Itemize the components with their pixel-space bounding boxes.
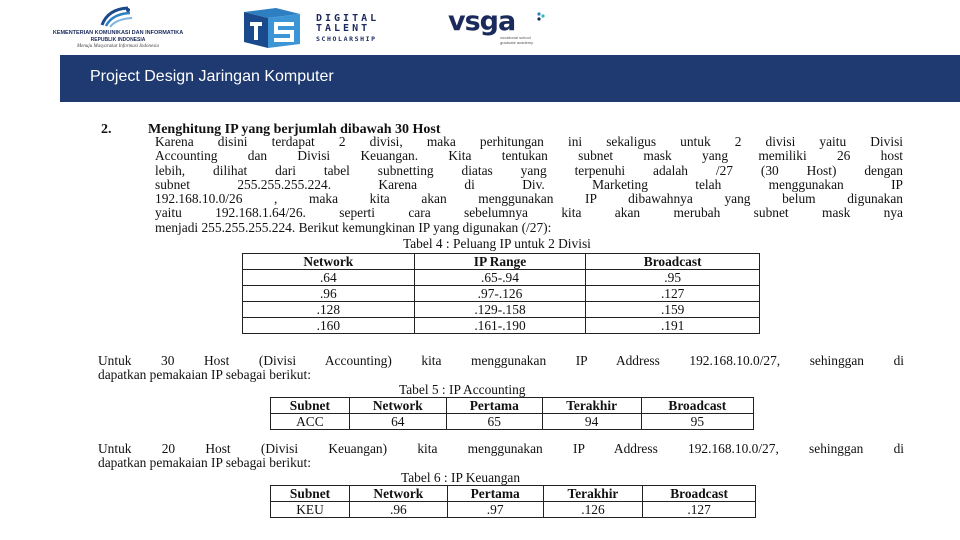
paragraph-line: dapatkan pemakaian IP sebagai berikut:	[98, 367, 311, 383]
section-number: 2.	[101, 122, 112, 137]
dts-cube-icon	[240, 6, 304, 50]
table-header-row	[271, 398, 754, 414]
keuangan-paragraph	[98, 442, 904, 470]
kominfo-emblem-icon	[98, 5, 136, 29]
table-header-cell: IP Range	[414, 254, 586, 270]
dts-line-scholarship: SCHOLARSHIP	[316, 35, 377, 43]
table-row	[271, 414, 754, 430]
table-cell: ACC	[271, 414, 350, 430]
keuangan-ip-table	[270, 485, 756, 518]
table-header-cell: Subnet	[271, 398, 350, 414]
dts-line-digital: DIGITAL	[316, 13, 380, 24]
dts-wordmark	[316, 14, 379, 44]
kominfo-ministry-name: KEMENTERIAN KOMUNIKASI DAN INFORMATIKA	[52, 30, 184, 36]
table-cell: 94	[542, 414, 641, 430]
table-row	[243, 318, 760, 334]
table-header-cell: Subnet	[271, 486, 350, 502]
scanned-document	[96, 120, 906, 520]
paragraph-line: Accounting dan Divisi Keuangan. Kita tentukan subnet mask yang memiliki 26 host	[155, 148, 903, 164]
table-header-cell: Pertama	[446, 398, 542, 414]
kominfo-motto: Menuju Masyarakat Informasi Indonesia	[76, 44, 160, 49]
table-cell: .127	[586, 286, 760, 302]
table5-caption: Tabel 5 : IP Accounting	[399, 382, 526, 397]
table-cell: .160	[243, 318, 415, 334]
table-cell: .97	[447, 502, 543, 518]
vsga-tagline: vocational school graduate academy	[500, 35, 534, 45]
table-row	[243, 270, 760, 286]
paragraph-line: dapatkan pemakaian IP sebagai berikut:	[98, 455, 311, 471]
paragraph-line: 192.168.10.0/26 , maka kita akan menggunakan IP dibawahnya yang belum digunakan	[155, 191, 903, 207]
paragraph-line: lebih, dilihat dari tabel subnetting diatas yang terpenuhi adalah /27 (30 Host) dengan	[155, 162, 903, 178]
table-cell: .127	[643, 502, 756, 518]
table-header-cell: Network	[349, 398, 446, 414]
paragraph-line: yaitu 192.168.1.64/26. seperti cara sebelumnya kita akan merubah subnet mask nya	[155, 205, 903, 221]
table-header-cell: Broadcast	[641, 398, 753, 414]
intro-paragraph	[155, 135, 903, 235]
table-cell: .161-.190	[414, 318, 586, 334]
table6-caption: Tabel 6 : IP Keuangan	[401, 470, 521, 485]
vsga-logo	[448, 6, 558, 50]
digital-talent-logo	[240, 6, 410, 50]
paragraph-line: Karena disini terdapat 2 divisi, maka perhitungan ini sekaligus untuk 2 divisi yaitu Divisi	[155, 134, 903, 149]
table-row	[243, 286, 760, 302]
slide-title: Project Design Jaringan Komputer	[90, 68, 334, 85]
table-header-cell: Terakhir	[542, 398, 641, 414]
table-header-cell: Network	[350, 486, 448, 502]
table-header-row	[271, 486, 756, 502]
table-header-row	[243, 254, 760, 270]
table-header-cell: Pertama	[447, 486, 543, 502]
ip-range-table	[242, 253, 760, 334]
table-cell: 65	[446, 414, 542, 430]
accounting-paragraph	[98, 354, 904, 382]
paragraph-line: menjadi 255.255.255.224. Berikut kemungkinan IP yang digunakan (/27):	[155, 219, 552, 235]
table-header-cell: Broadcast	[586, 254, 760, 270]
table-cell: 64	[349, 414, 446, 430]
table-cell: .65-.94	[414, 270, 586, 286]
table-cell: .128	[243, 302, 415, 318]
table-cell: .96	[350, 502, 448, 518]
paragraph-line: Untuk 20 Host (Divisi Keuangan) kita menggunakan IP Address 192.168.10.0/27, sehinggan di	[98, 441, 904, 456]
table-row	[243, 302, 760, 318]
table-cell: .95	[586, 270, 760, 286]
kominfo-logo	[38, 5, 198, 51]
title-bar-white-notch	[0, 55, 60, 102]
dts-line-talent: TALENT	[316, 23, 371, 34]
table4-caption: Tabel 4 : Peluang IP untuk 2 Divisi	[403, 236, 591, 251]
table-cell: .64	[243, 270, 415, 286]
accounting-ip-table	[270, 397, 754, 430]
table-header-cell: Terakhir	[543, 486, 642, 502]
table-header-cell: Network	[243, 254, 415, 270]
kominfo-country: REPUBLIK INDONESIA	[90, 37, 146, 43]
vsga-wordmark: vsga	[448, 6, 516, 37]
table-cell: .191	[586, 318, 760, 334]
table-cell: 95	[641, 414, 753, 430]
vsga-dots-icon	[536, 12, 546, 22]
table-cell: .129-.158	[414, 302, 586, 318]
table-cell: .97-.126	[414, 286, 586, 302]
table-cell: .96	[243, 286, 415, 302]
paragraph-line: subnet 255.255.255.224. Karena di Div. Marketing telah menggunakan IP	[155, 176, 903, 192]
table-cell: .126	[543, 502, 642, 518]
section-heading: Menghitung IP yang berjumlah dibawah 30 Host	[148, 122, 441, 137]
table-row	[271, 502, 756, 518]
table-cell: .159	[586, 302, 760, 318]
paragraph-line: Untuk 30 Host (Divisi Accounting) kita menggunakan IP Address 192.168.10.0/27, sehinggan di	[98, 353, 904, 368]
table-cell: KEU	[271, 502, 350, 518]
table-header-cell: Broadcast	[643, 486, 756, 502]
